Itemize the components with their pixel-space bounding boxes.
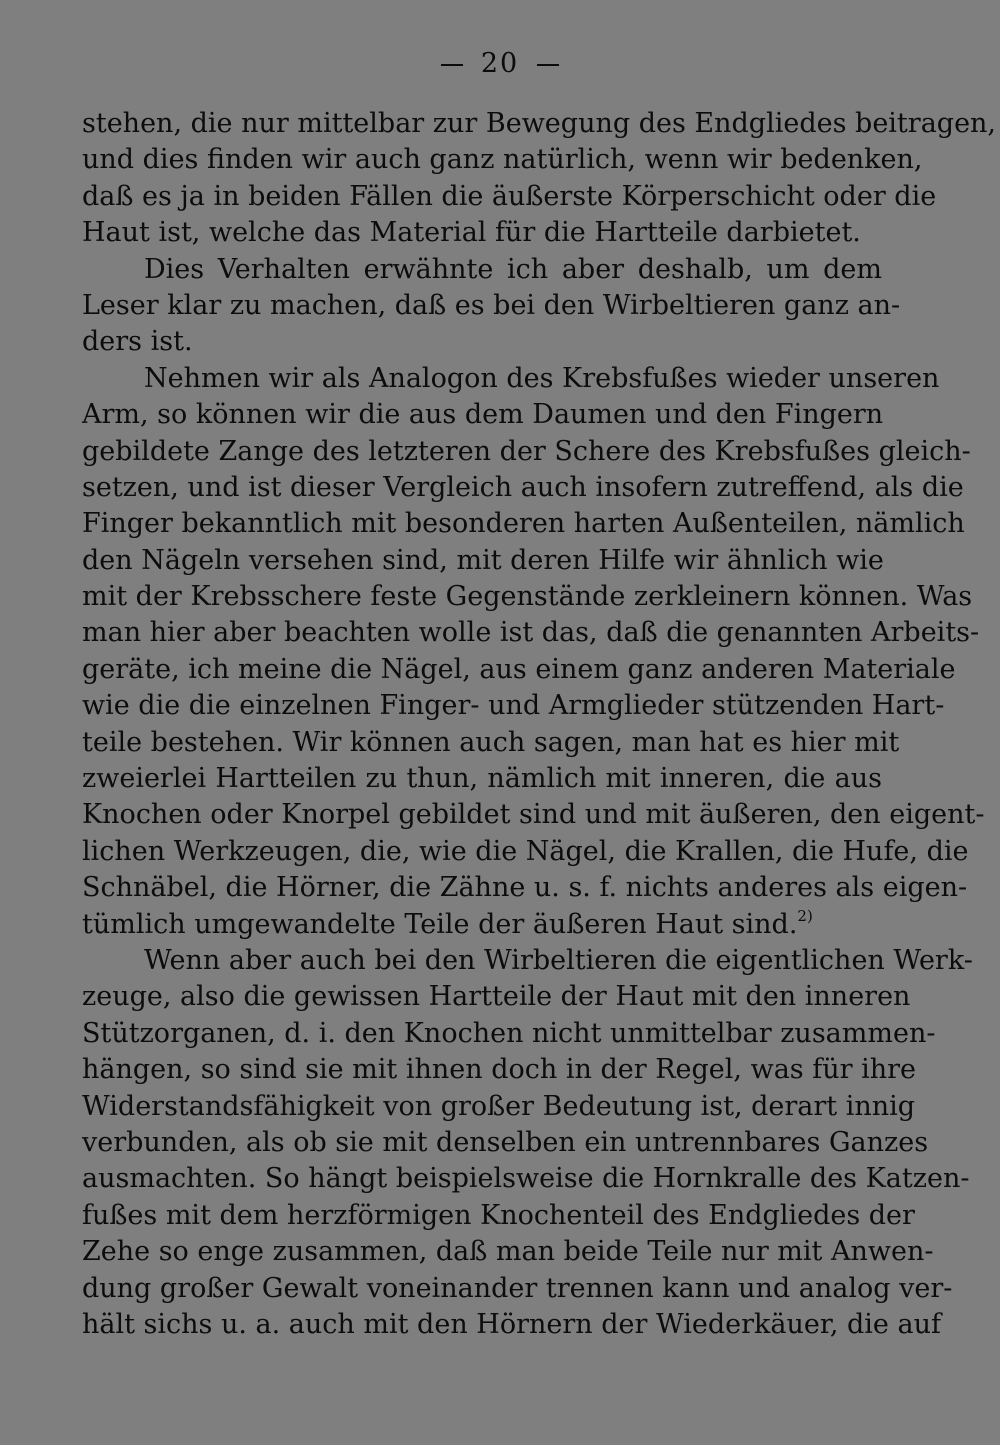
text-line: daß es ja in beiden Fällen die äußerste Körperschicht oder die [82,180,937,212]
text-line: Widerstandsfähigkeit von großer Bedeutung ist, derart innig [82,1090,916,1122]
text-line: Knochen oder Knorpel gebildet sind und mit äußeren, den eigent- [82,799,985,831]
text-line: lichen Werkzeugen, die, wie die Nägel, die Krallen, die Hufe, die [82,835,969,867]
body-text [82,106,997,1343]
text-line: Leser klar zu machen, daß es bei den Wirbeltieren ganz an- [82,289,901,321]
text-line: zeuge, also die gewissen Hartteile der Haut mit den inneren [82,981,911,1013]
text-line: ausmachten. So hängt beispielsweise die Hornkralle des Katzen- [82,1163,970,1195]
page-number: 20 [480,48,520,79]
text-line: Wenn aber auch bei den Wirbeltieren die eigentlichen Werk- [144,944,973,976]
text-line: den Nägeln versehen sind, mit deren Hilfe wir ähnlich wie [82,544,884,576]
text-line: Schnäbel, die Hörner, die Zähne u. s. f. nichts anderes als eigen- [82,872,968,904]
header-dash-left [441,64,463,66]
text-line: hängen, so sind sie mit ihnen doch in der Regel, was für ihre [82,1054,917,1086]
text-line: Nehmen wir als Analogon des Krebsfußes wieder unseren [144,362,940,394]
text-line: hält sichs u. a. auch mit den Hörnern der Wiederkäuer, die auf [82,1308,941,1340]
text-line: dung großer Gewalt voneinander trennen kann und analog ver- [82,1272,953,1304]
text-line: zweierlei Hartteilen zu thun, nämlich mit inneren, die aus [82,763,882,795]
text-line: ders ist. [82,326,193,358]
text-line: verbunden, als ob sie mit denselben ein untrennbares Ganzes [82,1126,929,1158]
text-line: man hier aber beachten wolle ist das, daß die genannten Arbeits- [82,617,980,649]
text-line: setzen, und ist dieser Vergleich auch insofern zutreffend, als die [82,471,964,503]
text-line: fußes mit dem herzförmigen Knochenteil des Endgliedes der [82,1199,915,1231]
text-line: und dies finden wir auch ganz natürlich, wenn wir bedenken, [82,144,923,176]
page-header [0,48,1000,79]
text-line: Stützorganen, d. i. den Knochen nicht unmittelbar zusammen- [82,1017,936,1049]
text-line: gebildete Zange des letzteren der Schere des Krebsfußes gleich- [82,435,971,467]
text-line: Haut ist, welche das Material für die Hartteile darbietet. [82,217,861,249]
text-line: mit der Krebsschere feste Gegenstände zerkleinern können. Was [82,581,973,613]
text-line: Finger bekanntlich mit besonderen harten Außenteilen, nämlich [82,508,965,540]
text-line: teile bestehen. Wir können auch sagen, man hat es hier mit [82,726,900,758]
text-line: wie die die einzelnen Finger- und Armglieder stützenden Hart- [82,690,945,722]
text-line: Dies Verhalten erwähnte ich aber deshalb, um dem [144,253,882,285]
text-line: geräte, ich meine die Nägel, aus einem ganz anderen Materiale [82,653,956,685]
text-line-content: tümlich umgewandelte Teile der äußeren Haut sind. [82,908,798,940]
header-dash-right [537,64,559,66]
text-line: Zehe so enge zusammen, daß man beide Teile nur mit Anwen- [82,1236,934,1268]
text-line-with-footnote [82,907,882,943]
text-line: stehen, die nur mittelbar zur Bewegung des Endgliedes beitragen, [82,108,997,139]
text-line: Arm, so können wir die aus dem Daumen und den Fingern [82,399,884,431]
footnote-reference[interactable]: 2) [797,906,813,925]
